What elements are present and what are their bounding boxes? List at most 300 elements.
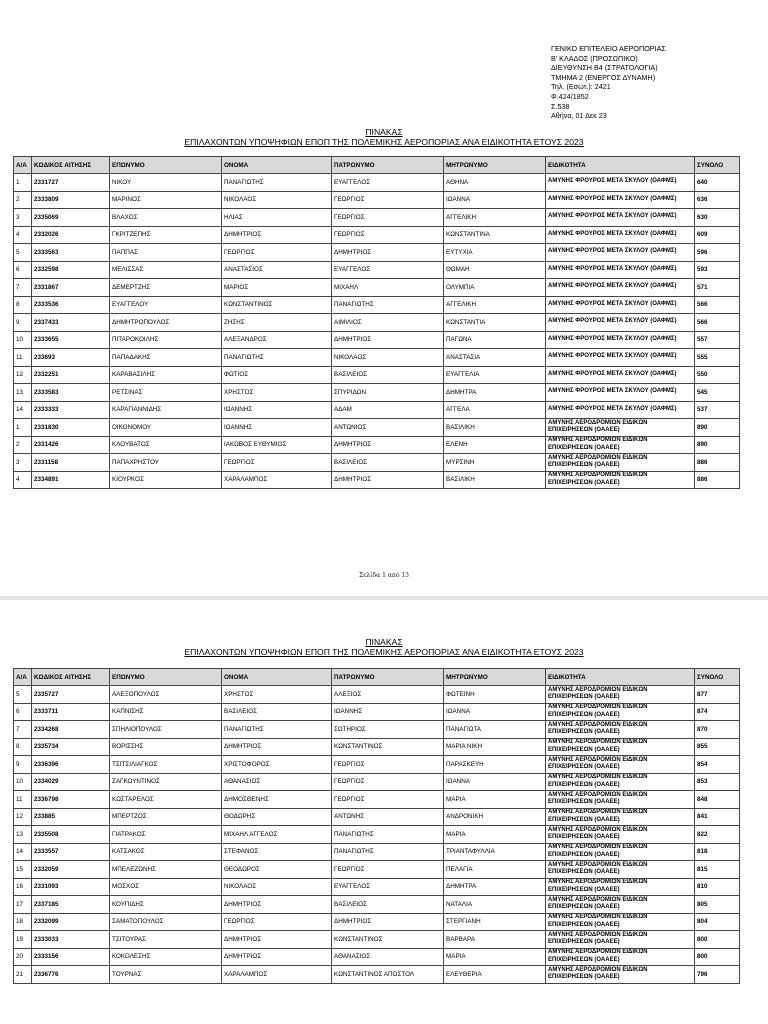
table-row — [14, 738, 740, 756]
cell-specialty: ΑΜΥΝΗΣ ΑΕΡΟΔΡΟΜΙΩΝ ΕΙΔΙΚΩΝ ΕΠΙΧΕΙΡΗΣΕΩΝ (ΟΑΑΕΕ) — [546, 948, 695, 966]
cell-surname: ΤΣΙΤΣΙΛΙΑΓΚΟΣ — [110, 756, 222, 774]
cell-mother-name: ΙΩΑΝΝΑ — [444, 703, 546, 721]
cell-specialty: ΑΜΥΝΗΣ ΦΡΟΥΡΟΣ ΜΕΤΑ ΣΚΥΛΟΥ (ΟΑΦΜΣ) — [546, 244, 695, 262]
cell-index: 2 — [14, 436, 32, 454]
cell-index: 8 — [14, 738, 32, 756]
table-row — [14, 808, 740, 826]
cell-total: 855 — [695, 738, 740, 756]
cell-father-name: ΓΕΩΡΓΙΟΣ — [332, 861, 444, 879]
column-header: Α/Α — [14, 669, 32, 686]
table-header-row — [14, 669, 740, 686]
cell-mother-name: ΜΑΡΙΑ ΝΙΚΗ — [444, 738, 546, 756]
cell-total: 822 — [695, 826, 740, 844]
cell-surname: ΑΛΕΞΟΠΟΥΛΟΣ — [110, 686, 222, 704]
cell-index: 11 — [14, 791, 32, 809]
cell-father-name: ΓΕΩΡΓΙΟΣ — [332, 226, 444, 244]
table-subtitle: ΕΠΙΛΑΧΟΝΤΩΝ ΥΠΟΨΗΦΙΩΝ ΕΠΟΠ ΤΗΣ ΠΟΛΕΜΙΚΗΣ ΑΕΡΟΠΟΡΙΑΣ ΑΝΑ ΕΙΔΙΚΟΤΗΤΑ ΕΤΟΥΣ 2023 — [184, 137, 584, 147]
cell-mother-name: ΚΩΝΣΤΑΝΤΙΑ — [444, 314, 546, 332]
cell-index: 5 — [14, 686, 32, 704]
cell-surname: ΣΑΜΑΤΟΠΟΥΛΟΣ — [110, 913, 222, 931]
cell-mother-name: ΣΤΕΡΓΙΑΝΗ — [444, 913, 546, 931]
cell-total: 796 — [695, 966, 740, 984]
cell-surname: ΔΕΜΕΡΤΖΗΣ — [110, 279, 222, 297]
cell-specialty: ΑΜΥΝΗΣ ΦΡΟΥΡΟΣ ΜΕΤΑ ΣΚΥΛΟΥ (ΟΑΦΜΣ) — [546, 366, 695, 384]
cell-surname: ΕΥΑΓΓΕΛΟΥ — [110, 296, 222, 314]
cell-application-code: 2336798 — [32, 791, 110, 809]
cell-index: 7 — [14, 721, 32, 739]
cell-index: 6 — [14, 703, 32, 721]
cell-surname: ΠΑΠΠΑΣ — [110, 244, 222, 262]
cell-total: 853 — [695, 773, 740, 791]
column-header: ΚΩΔΙΚΟΣ ΑΙΤΗΣΗΣ — [32, 157, 110, 174]
cell-specialty: ΑΜΥΝΗΣ ΑΕΡΟΔΡΟΜΙΩΝ ΕΙΔΙΚΩΝ ΕΠΙΧΕΙΡΗΣΕΩΝ (ΟΑΑΕΕ) — [546, 703, 695, 721]
header-line: ΤΜΗΜΑ 2 (ΕΝΕΡΓΟΣ ΔΥΝΑΜΗ) — [551, 72, 656, 82]
cell-total: 805 — [695, 896, 740, 914]
cell-application-code: 2331093 — [32, 878, 110, 896]
cell-mother-name: ΒΑΣΙΛΙΚΗ — [444, 471, 546, 489]
cell-mother-name: ΑΝΑΣΤΑΣΙΑ — [444, 349, 546, 367]
cell-surname: ΜΟΣΧΟΣ — [110, 878, 222, 896]
cell-first-name: ΔΗΜΗΤΡΙΟΣ — [222, 896, 332, 914]
cell-index: 13 — [14, 384, 32, 402]
table-row — [14, 703, 740, 721]
cell-surname: ΚΑΤΣΑΚΟΣ — [110, 843, 222, 861]
cell-total: 593 — [695, 261, 740, 279]
cell-application-code: 2333563 — [32, 244, 110, 262]
cell-father-name: ΣΩΤΗΡΙΟΣ — [332, 721, 444, 739]
column-header: ΜΗΤΡΩΝΥΜΟ — [444, 157, 546, 174]
header-line: Φ.424/1852 — [551, 91, 589, 101]
cell-first-name: ΖΗΣΗΣ — [222, 314, 332, 332]
cell-father-name: ΑΔΑΜ — [332, 401, 444, 419]
column-header: ΚΩΔΙΚΟΣ ΑΙΤΗΣΗΣ — [32, 669, 110, 686]
header-line: Β' ΚΛΑΔΟΣ (ΠΡΟΣΩΠΙΚΟ) — [551, 53, 638, 63]
cell-specialty: ΑΜΥΝΗΣ ΦΡΟΥΡΟΣ ΜΕΤΑ ΣΚΥΛΟΥ (ΟΑΦΜΣ) — [546, 384, 695, 402]
cell-specialty: ΑΜΥΝΗΣ ΦΡΟΥΡΟΣ ΜΕΤΑ ΣΚΥΛΟΥ (ΟΑΦΜΣ) — [546, 279, 695, 297]
table-row — [14, 756, 740, 774]
cell-surname: ΤΣΙΤΟΥΡΑΣ — [110, 931, 222, 949]
cell-index: 20 — [14, 948, 32, 966]
cell-first-name: ΙΑΚΩΒΟΣ ΕΥΘΥΜΙΟΣ — [222, 436, 332, 454]
cell-specialty: ΑΜΥΝΗΣ ΦΡΟΥΡΟΣ ΜΕΤΑ ΣΚΥΛΟΥ (ΟΑΦΜΣ) — [546, 209, 695, 227]
cell-total: 848 — [695, 791, 740, 809]
cell-mother-name: ΕΛΕΥΘΕΡΙΑ — [444, 966, 546, 984]
document-page-2 — [0, 600, 768, 1024]
cell-mother-name: ΚΩΝΣΤΑΝΤΙΝΑ — [444, 226, 546, 244]
table-row — [14, 331, 740, 349]
cell-mother-name: ΔΗΜΗΤΡΑ — [444, 384, 546, 402]
cell-specialty: ΑΜΥΝΗΣ ΑΕΡΟΔΡΟΜΙΩΝ ΕΙΔΙΚΩΝ ΕΠΙΧΕΙΡΗΣΕΩΝ (ΟΑΑΕΕ) — [546, 808, 695, 826]
cell-index: 12 — [14, 808, 32, 826]
cell-surname: ΟΙΚΟΝΟΜΟΥ — [110, 419, 222, 437]
cell-first-name: ΧΑΡΑΛΑΜΠΟΣ — [222, 471, 332, 489]
cell-father-name: ΙΩΑΝΝΗΣ — [332, 703, 444, 721]
issuer-header — [551, 44, 666, 121]
cell-specialty: ΑΜΥΝΗΣ ΑΕΡΟΔΡΟΜΙΩΝ ΕΙΔΙΚΩΝ ΕΠΙΧΕΙΡΗΣΕΩΝ (ΟΑΑΕΕ) — [546, 861, 695, 879]
table-title: ΠΙΝΑΚΑΣ — [365, 637, 403, 647]
cell-application-code: 2331158 — [32, 454, 110, 472]
cell-index: 3 — [14, 209, 32, 227]
table-row — [14, 174, 740, 192]
cell-specialty: ΑΜΥΝΗΣ ΑΕΡΟΔΡΟΜΙΩΝ ΕΙΔΙΚΩΝ ΕΠΙΧΕΙΡΗΣΕΩΝ (ΟΑΑΕΕ) — [546, 756, 695, 774]
cell-index: 19 — [14, 931, 32, 949]
cell-mother-name: ΜΥΡΣΙΝΗ — [444, 454, 546, 472]
cell-index: 18 — [14, 913, 32, 931]
cell-father-name: ΕΥΑΓΓΕΛΟΣ — [332, 174, 444, 192]
table-row — [14, 721, 740, 739]
cell-mother-name: ΦΩΤΕΙΝΗ — [444, 686, 546, 704]
cell-father-name: ΑΝΤΩΝΙΟΣ — [332, 419, 444, 437]
cell-surname: ΠΑΠΑΧΡΗΣΤΟΥ — [110, 454, 222, 472]
cell-mother-name: ΝΑΤΑΛΙΑ — [444, 896, 546, 914]
cell-mother-name: ΤΡΙΑΝΤΑΦΥΛΛΙΑ — [444, 843, 546, 861]
candidates-table-page-1 — [13, 156, 740, 489]
cell-first-name: ΚΩΝΣΤΑΝΤΙΝΟΣ — [222, 296, 332, 314]
cell-application-code: 2333809 — [32, 191, 110, 209]
cell-first-name: ΓΕΩΡΓΙΟΣ — [222, 454, 332, 472]
table-row — [14, 896, 740, 914]
cell-mother-name: ΕΛΕΝΗ — [444, 436, 546, 454]
header-line: ΔΙΕΥΘΥΝΣΗ Β4 (ΣΤΡΑΤΟΛΟΓΙΑ) — [551, 63, 658, 73]
cell-first-name: ΔΗΜΟΣΘΕΝΗΣ — [222, 791, 332, 809]
table-row — [14, 773, 740, 791]
cell-application-code: 2337185 — [32, 896, 110, 914]
column-header: ΜΗΤΡΩΝΥΜΟ — [444, 669, 546, 686]
header-line: Αθήνα, 01 Δεκ 23 — [551, 111, 607, 121]
table-row — [14, 436, 740, 454]
header-line: Σ.538 — [551, 101, 570, 111]
cell-specialty: ΑΜΥΝΗΣ ΑΕΡΟΔΡΟΜΙΩΝ ΕΙΔΙΚΩΝ ΕΠΙΧΕΙΡΗΣΕΩΝ (ΟΑΑΕΕ) — [546, 843, 695, 861]
cell-specialty: ΑΜΥΝΗΣ ΑΕΡΟΔΡΟΜΙΩΝ ΕΙΔΙΚΩΝ ΕΠΙΧΕΙΡΗΣΕΩΝ (ΟΑΑΕΕ) — [546, 686, 695, 704]
cell-application-code: 2335069 — [32, 209, 110, 227]
cell-index: 16 — [14, 878, 32, 896]
cell-total: 609 — [695, 226, 740, 244]
column-header: ΟΝΟΜΑ — [222, 157, 332, 174]
table-row — [14, 349, 740, 367]
cell-application-code: 2332026 — [32, 226, 110, 244]
cell-mother-name: ΕΥΤΥΧΙΑ — [444, 244, 546, 262]
cell-father-name: ΑΙΜΙΛΙΟΣ — [332, 314, 444, 332]
cell-first-name: ΦΩΤΙΟΣ — [222, 366, 332, 384]
table-row — [14, 244, 740, 262]
cell-specialty: ΑΜΥΝΗΣ ΑΕΡΟΔΡΟΜΙΩΝ ΕΙΔΙΚΩΝ ΕΠΙΧΕΙΡΗΣΕΩΝ (ΟΑΑΕΕ) — [546, 471, 695, 489]
cell-surname: ΜΕΛΙΣΣΑΣ — [110, 261, 222, 279]
cell-mother-name: ΑΘΗΝΑ — [444, 174, 546, 192]
cell-specialty: ΑΜΥΝΗΣ ΦΡΟΥΡΟΣ ΜΕΤΑ ΣΚΥΛΟΥ (ΟΑΦΜΣ) — [546, 314, 695, 332]
cell-total: 566 — [695, 296, 740, 314]
table-row — [14, 261, 740, 279]
header-line: Τηλ. (Εσωτ.): 2421 — [551, 82, 611, 92]
cell-first-name: ΧΑΡΑΛΑΜΠΟΣ — [222, 966, 332, 984]
cell-index: 6 — [14, 261, 32, 279]
table-row — [14, 861, 740, 879]
cell-specialty: ΑΜΥΝΗΣ ΦΡΟΥΡΟΣ ΜΕΤΑ ΣΚΥΛΟΥ (ΟΑΦΜΣ) — [546, 296, 695, 314]
cell-mother-name: ΑΓΓΕΛΑ — [444, 401, 546, 419]
cell-index: 4 — [14, 226, 32, 244]
cell-surname: ΖΑΓΚΟΥΝΤΙΝΟΣ — [110, 773, 222, 791]
cell-index: 17 — [14, 896, 32, 914]
column-header: ΣΥΝΟΛΟ — [695, 157, 740, 174]
cell-mother-name: ΠΑΝΑΓΙΩΤΑ — [444, 721, 546, 739]
cell-father-name: ΚΩΝΣΤΑΝΤΙΝΟΣ — [332, 931, 444, 949]
cell-specialty: ΑΜΥΝΗΣ ΑΕΡΟΔΡΟΜΙΩΝ ΕΙΔΙΚΩΝ ΕΠΙΧΕΙΡΗΣΕΩΝ (ΟΑΑΕΕ) — [546, 791, 695, 809]
cell-specialty: ΑΜΥΝΗΣ ΦΡΟΥΡΟΣ ΜΕΤΑ ΣΚΥΛΟΥ (ΟΑΦΜΣ) — [546, 349, 695, 367]
cell-father-name: ΕΥΑΓΓΕΛΟΣ — [332, 878, 444, 896]
cell-mother-name: ΜΑΡΙΑ — [444, 791, 546, 809]
cell-index: 7 — [14, 279, 32, 297]
table-title: ΠΙΝΑΚΑΣ — [365, 127, 403, 137]
cell-specialty: ΑΜΥΝΗΣ ΑΕΡΟΔΡΟΜΙΩΝ ΕΙΔΙΚΩΝ ΕΠΙΧΕΙΡΗΣΕΩΝ (ΟΑΑΕΕ) — [546, 419, 695, 437]
cell-first-name: ΠΑΝΑΓΙΩΤΗΣ — [222, 349, 332, 367]
cell-surname: ΡΕΤΣΙΝΑΣ — [110, 384, 222, 402]
cell-application-code: 2332099 — [32, 913, 110, 931]
cell-application-code: 2333536 — [32, 296, 110, 314]
cell-first-name: ΝΙΚΟΛΑΟΣ — [222, 191, 332, 209]
cell-father-name: ΓΕΩΡΓΙΟΣ — [332, 773, 444, 791]
cell-application-code: 2337433 — [32, 314, 110, 332]
cell-application-code: 2333557 — [32, 843, 110, 861]
cell-application-code: 2333033 — [32, 931, 110, 949]
cell-specialty: ΑΜΥΝΗΣ ΦΡΟΥΡΟΣ ΜΕΤΑ ΣΚΥΛΟΥ (ΟΑΦΜΣ) — [546, 261, 695, 279]
table-row — [14, 826, 740, 844]
cell-surname: ΓΚΡΙΤΖΕΠΗΣ — [110, 226, 222, 244]
cell-mother-name: ΑΓΓΕΛΙΚΗ — [444, 296, 546, 314]
cell-surname: ΜΠΕΛΕΖΩΝΗΣ — [110, 861, 222, 879]
cell-total: 640 — [695, 174, 740, 192]
cell-application-code: 2334268 — [32, 721, 110, 739]
cell-father-name: ΠΑΝΑΓΙΩΤΗΣ — [332, 296, 444, 314]
cell-specialty: ΑΜΥΝΗΣ ΦΡΟΥΡΟΣ ΜΕΤΑ ΣΚΥΛΟΥ (ΟΑΦΜΣ) — [546, 401, 695, 419]
table-row — [14, 366, 740, 384]
cell-father-name: ΓΕΩΡΓΙΟΣ — [332, 756, 444, 774]
cell-index: 9 — [14, 756, 32, 774]
cell-application-code: 2331426 — [32, 436, 110, 454]
cell-index: 8 — [14, 296, 32, 314]
cell-mother-name: ΠΕΛΑΓΙΑ — [444, 861, 546, 879]
cell-mother-name: ΘΩΜΑΗ — [444, 261, 546, 279]
cell-mother-name: ΙΩΑΝΝΑ — [444, 773, 546, 791]
cell-first-name: ΔΗΜΗΤΡΙΟΣ — [222, 226, 332, 244]
cell-father-name: ΣΠΥΡΙΔΩΝ — [332, 384, 444, 402]
cell-specialty: ΑΜΥΝΗΣ ΑΕΡΟΔΡΟΜΙΩΝ ΕΙΔΙΚΩΝ ΕΠΙΧΕΙΡΗΣΕΩΝ (ΟΑΑΕΕ) — [546, 721, 695, 739]
cell-father-name: ΠΑΝΑΓΙΩΤΗΣ — [332, 843, 444, 861]
cell-application-code: 2332598 — [32, 261, 110, 279]
cell-application-code: 2333333 — [32, 401, 110, 419]
cell-father-name: ΚΩΝΣΤΑΝΤΙΝΟΣ ΑΠΟΣΤΟΛ — [332, 966, 444, 984]
cell-total: 886 — [695, 454, 740, 472]
cell-total: 636 — [695, 191, 740, 209]
cell-total: 815 — [695, 861, 740, 879]
column-header: ΠΑΤΡΩΝΥΜΟ — [332, 157, 444, 174]
table-row — [14, 226, 740, 244]
cell-first-name: ΣΤΕΦΑΝΟΣ — [222, 843, 332, 861]
table-row — [14, 419, 740, 437]
cell-surname: ΤΟΥΡΝΑΣ — [110, 966, 222, 984]
cell-total: 800 — [695, 931, 740, 949]
cell-specialty: ΑΜΥΝΗΣ ΑΕΡΟΔΡΟΜΙΩΝ ΕΙΔΙΚΩΝ ΕΠΙΧΕΙΡΗΣΕΩΝ (ΟΑΑΕΕ) — [546, 966, 695, 984]
column-header: ΣΥΝΟΛΟ — [695, 669, 740, 686]
cell-index: 10 — [14, 331, 32, 349]
cell-father-name: ΑΝΤΩΝΗΣ — [332, 808, 444, 826]
cell-application-code: 233885 — [32, 808, 110, 826]
cell-total: 555 — [695, 349, 740, 367]
cell-father-name: ΠΑΝΑΓΙΩΤΗΣ — [332, 826, 444, 844]
cell-application-code: 2336396 — [32, 756, 110, 774]
cell-mother-name: ΑΓΓΕΛΙΚΗ — [444, 209, 546, 227]
cell-total: 890 — [695, 419, 740, 437]
cell-application-code: 2331830 — [32, 419, 110, 437]
cell-first-name: ΑΝΑΣΤΑΣΙΟΣ — [222, 261, 332, 279]
table-row — [14, 948, 740, 966]
cell-index: 10 — [14, 773, 32, 791]
cell-first-name: ΓΕΩΡΓΙΟΣ — [222, 913, 332, 931]
cell-mother-name: ΠΑΓΩΝΑ — [444, 331, 546, 349]
cell-first-name: ΑΘΑΝΑΣΙΟΣ — [222, 773, 332, 791]
cell-father-name: ΝΙΚΟΛΑΟΣ — [332, 349, 444, 367]
table-row — [14, 913, 740, 931]
cell-specialty: ΑΜΥΝΗΣ ΑΕΡΟΔΡΟΜΙΩΝ ΕΙΔΙΚΩΝ ΕΠΙΧΕΙΡΗΣΕΩΝ (ΟΑΑΕΕ) — [546, 913, 695, 931]
cell-surname: ΚΩΣΤΑΡΕΛΟΣ — [110, 791, 222, 809]
table-row — [14, 966, 740, 984]
cell-specialty: ΑΜΥΝΗΣ ΦΡΟΥΡΟΣ ΜΕΤΑ ΣΚΥΛΟΥ (ΟΑΦΜΣ) — [546, 226, 695, 244]
cell-application-code: 2331867 — [32, 279, 110, 297]
table-row — [14, 279, 740, 297]
cell-total: 537 — [695, 401, 740, 419]
cell-total: 841 — [695, 808, 740, 826]
cell-surname: ΚΛΟΥΒΑΤΟΣ — [110, 436, 222, 454]
cell-index: 15 — [14, 861, 32, 879]
cell-first-name: ΑΛΕΞΑΝΔΡΟΣ — [222, 331, 332, 349]
table-row — [14, 931, 740, 949]
cell-total: 870 — [695, 721, 740, 739]
cell-specialty: ΑΜΥΝΗΣ ΑΕΡΟΔΡΟΜΙΩΝ ΕΙΔΙΚΩΝ ΕΠΙΧΕΙΡΗΣΕΩΝ (ΟΑΑΕΕ) — [546, 896, 695, 914]
cell-first-name: ΜΙΧΑΗΛ ΑΓΓΕΛΟΣ — [222, 826, 332, 844]
table-row — [14, 471, 740, 489]
cell-father-name: ΑΛΕΞΙΟΣ — [332, 686, 444, 704]
cell-index: 2 — [14, 191, 32, 209]
cell-surname: ΔΗΜΗΤΡΟΠΟΥΛΟΣ — [110, 314, 222, 332]
cell-index: 14 — [14, 401, 32, 419]
table-row — [14, 454, 740, 472]
cell-father-name: ΚΩΝΣΤΑΝΤΙΝΟΣ — [332, 738, 444, 756]
table-row — [14, 209, 740, 227]
cell-total: 854 — [695, 756, 740, 774]
cell-father-name: ΒΑΣΙΛΕΙΟΣ — [332, 454, 444, 472]
cell-specialty: ΑΜΥΝΗΣ ΑΕΡΟΔΡΟΜΙΩΝ ΕΙΔΙΚΩΝ ΕΠΙΧΕΙΡΗΣΕΩΝ (ΟΑΑΕΕ) — [546, 878, 695, 896]
cell-total: 804 — [695, 913, 740, 931]
cell-application-code: 2331727 — [32, 174, 110, 192]
cell-surname: ΚΟΥΠΙΔΗΣ — [110, 896, 222, 914]
cell-total: 545 — [695, 384, 740, 402]
cell-mother-name: ΕΥΑΓΓΕΛΙΑ — [444, 366, 546, 384]
cell-index: 9 — [14, 314, 32, 332]
cell-surname: ΣΠΗΛΙΟΠΟΥΛΟΣ — [110, 721, 222, 739]
cell-mother-name: ΑΝΔΡΟΝΙΚΗ — [444, 808, 546, 826]
column-header: ΠΑΤΡΩΝΥΜΟ — [332, 669, 444, 686]
table-row — [14, 384, 740, 402]
cell-application-code: 2332251 — [32, 366, 110, 384]
cell-application-code: 2335734 — [32, 738, 110, 756]
cell-application-code: 2332059 — [32, 861, 110, 879]
cell-mother-name: ΜΑΡΙΑ — [444, 826, 546, 844]
cell-application-code: 2335727 — [32, 686, 110, 704]
cell-first-name: ΙΩΑΝΝΗΣ — [222, 419, 332, 437]
cell-total: 566 — [695, 314, 740, 332]
cell-surname: ΜΠΕΡΤΖΟΣ — [110, 808, 222, 826]
cell-index: 21 — [14, 966, 32, 984]
page-footer: Σελίδα 1 από 13 — [359, 572, 409, 579]
cell-father-name: ΔΗΜΗΤΡΙΟΣ — [332, 244, 444, 262]
table-subtitle: ΕΠΙΛΑΧΟΝΤΩΝ ΥΠΟΨΗΦΙΩΝ ΕΠΟΠ ΤΗΣ ΠΟΛΕΜΙΚΗΣ ΑΕΡΟΠΟΡΙΑΣ ΑΝΑ ΕΙΔΙΚΟΤΗΤΑ ΕΤΟΥΣ 2023 — [184, 647, 584, 657]
table-row — [14, 401, 740, 419]
cell-surname: ΜΑΡΙΝΟΣ — [110, 191, 222, 209]
cell-father-name: ΔΗΜΗΤΡΙΟΣ — [332, 436, 444, 454]
cell-specialty: ΑΜΥΝΗΣ ΑΕΡΟΔΡΟΜΙΩΝ ΕΙΔΙΚΩΝ ΕΠΙΧΕΙΡΗΣΕΩΝ (ΟΑΑΕΕ) — [546, 826, 695, 844]
cell-application-code: 233693 — [32, 349, 110, 367]
cell-first-name: ΠΑΝΑΓΙΩΤΗΣ — [222, 721, 332, 739]
cell-specialty: ΑΜΥΝΗΣ ΦΡΟΥΡΟΣ ΜΕΤΑ ΣΚΥΛΟΥ (ΟΑΦΜΣ) — [546, 191, 695, 209]
cell-application-code: 2334891 — [32, 471, 110, 489]
cell-total: 886 — [695, 471, 740, 489]
cell-mother-name: ΒΑΡΒΑΡΑ — [444, 931, 546, 949]
table-row — [14, 686, 740, 704]
cell-specialty: ΑΜΥΝΗΣ ΑΕΡΟΔΡΟΜΙΩΝ ΕΙΔΙΚΩΝ ΕΠΙΧΕΙΡΗΣΕΩΝ (ΟΑΑΕΕ) — [546, 738, 695, 756]
column-header: ΕΠΩΝΥΜΟ — [110, 669, 222, 686]
cell-surname: ΝΙΚΟΥ — [110, 174, 222, 192]
cell-total: 890 — [695, 436, 740, 454]
cell-father-name: ΔΗΜΗΤΡΙΟΣ — [332, 471, 444, 489]
table-row — [14, 314, 740, 332]
cell-father-name: ΓΕΩΡΓΙΟΣ — [332, 209, 444, 227]
cell-surname: ΒΛΑΧΟΣ — [110, 209, 222, 227]
cell-index: 13 — [14, 826, 32, 844]
cell-total: 550 — [695, 366, 740, 384]
cell-application-code: 2336776 — [32, 966, 110, 984]
cell-surname: ΚΑΠΝΙΣΗΣ — [110, 703, 222, 721]
cell-application-code: 2333711 — [32, 703, 110, 721]
table-row — [14, 843, 740, 861]
cell-index: 14 — [14, 843, 32, 861]
cell-surname: ΚΟΚΟΛΕΣΗΣ — [110, 948, 222, 966]
cell-total: 874 — [695, 703, 740, 721]
cell-total: 557 — [695, 331, 740, 349]
cell-father-name: ΔΗΜΗΤΡΙΟΣ — [332, 331, 444, 349]
cell-index: 4 — [14, 471, 32, 489]
cell-index: 3 — [14, 454, 32, 472]
cell-first-name: ΒΑΣΙΛΕΙΟΣ — [222, 703, 332, 721]
cell-first-name: ΧΡΙΣΤΟΦΟΡΟΣ — [222, 756, 332, 774]
cell-surname: ΚΙΟΥΡΚΟΣ — [110, 471, 222, 489]
cell-mother-name: ΔΗΜΗΤΡΑ — [444, 878, 546, 896]
cell-first-name: ΔΗΜΗΤΡΙΟΣ — [222, 931, 332, 949]
cell-first-name: ΠΑΝΑΓΙΩΤΗΣ — [222, 174, 332, 192]
table-row — [14, 791, 740, 809]
cell-first-name: ΝΙΚΟΛΑΟΣ — [222, 878, 332, 896]
cell-father-name: ΒΑΣΙΛΕΙΟΣ — [332, 366, 444, 384]
cell-surname: ΠΙΤΑΡΟΚΟΙΛΗΣ — [110, 331, 222, 349]
column-header: ΕΙΔΙΚΟΤΗΤΑ — [546, 669, 695, 686]
cell-first-name: ΔΗΜΗΤΡΙΟΣ — [222, 738, 332, 756]
cell-surname: ΓΙΑΤΡΑΚΟΣ — [110, 826, 222, 844]
cell-application-code: 2333583 — [32, 384, 110, 402]
cell-surname: ΠΑΠΑΔΑΚΗΣ — [110, 349, 222, 367]
column-header: ΕΙΔΙΚΟΤΗΤΑ — [546, 157, 695, 174]
cell-index: 12 — [14, 366, 32, 384]
cell-first-name: ΘΕΟΔΩΡΟΣ — [222, 861, 332, 879]
column-header: ΕΠΩΝΥΜΟ — [110, 157, 222, 174]
cell-first-name: ΧΡΗΣΤΟΣ — [222, 384, 332, 402]
cell-first-name: ΗΛΙΑΣ — [222, 209, 332, 227]
